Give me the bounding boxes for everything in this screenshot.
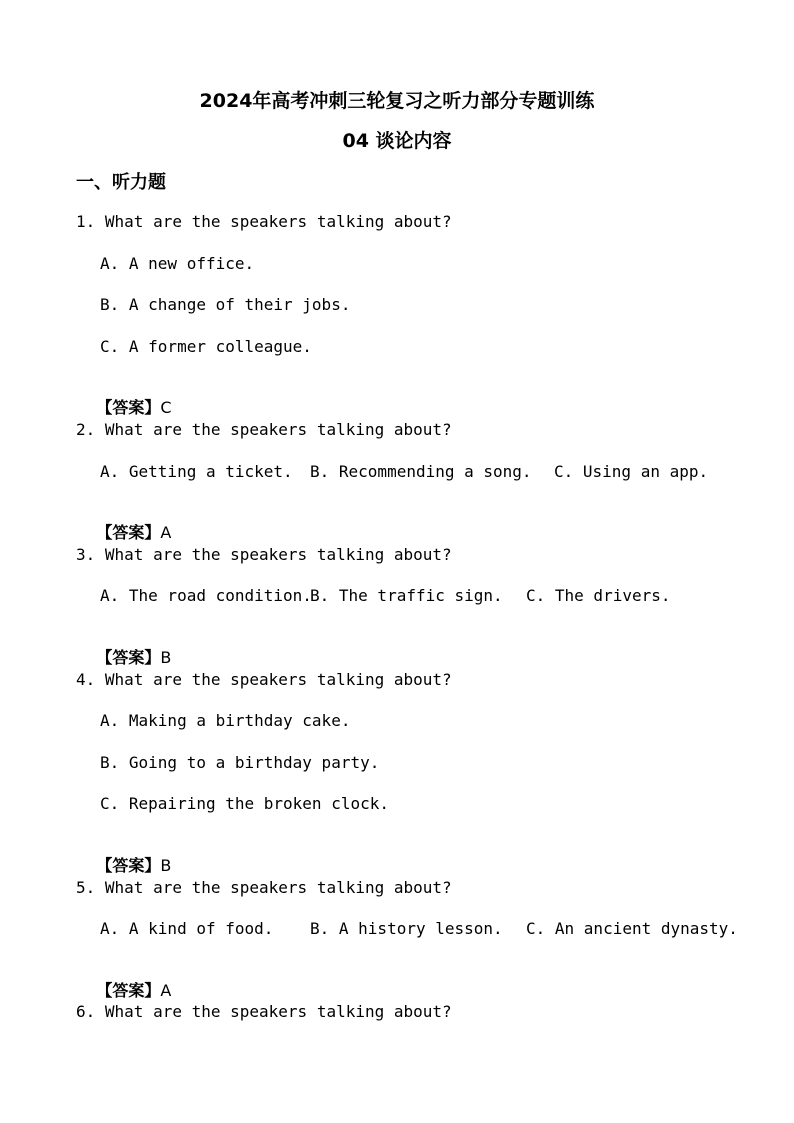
answer-option: B. The traffic sign. <box>310 586 503 605</box>
answer-option: C. Repairing the broken clock. <box>100 794 389 813</box>
answer-label: 【答案】 <box>96 981 161 1000</box>
answer-value: A <box>160 523 172 542</box>
answer-option: B. A change of their jobs. <box>100 295 351 314</box>
answer-label: 【答案】 <box>96 523 161 542</box>
answer-option: A. Getting a ticket. <box>100 462 293 481</box>
answer-option: B. Going to a birthday party. <box>100 753 380 772</box>
document-subtitle: 04 谈论内容 <box>342 130 452 152</box>
question-stem: 3. What are the speakers talking about? <box>76 545 452 564</box>
question-stem: 6. What are the speakers talking about? <box>76 1002 452 1021</box>
answer-option: C. A former colleague. <box>100 337 312 356</box>
options-row <box>100 586 780 606</box>
section-heading: 一、听力题 <box>76 172 166 193</box>
answer-option: A. A kind of food. <box>100 919 274 938</box>
answer-value: B <box>160 648 172 667</box>
answer-option: B. Recommending a song. <box>310 462 532 481</box>
answer-option: A. The road condition. <box>100 586 312 605</box>
answer-option: C. The drivers. <box>526 586 671 605</box>
answer-value: B <box>160 856 172 875</box>
question-stem: 4. What are the speakers talking about? <box>76 670 452 689</box>
answer-label: 【答案】 <box>96 648 161 667</box>
answer-option: B. A history lesson. <box>310 919 503 938</box>
answer-value: A <box>160 981 172 1000</box>
options-row <box>100 919 780 939</box>
options-row <box>100 462 780 482</box>
document-title: 2024年高考冲刺三轮复习之听力部分专题训练 <box>199 90 595 112</box>
question-stem: 2. What are the speakers talking about? <box>76 420 452 439</box>
answer-value: C <box>160 398 172 417</box>
answer-option: A. A new office. <box>100 254 255 273</box>
answer-label: 【答案】 <box>96 856 161 875</box>
answer-option: C. Using an app. <box>554 462 709 481</box>
question-stem: 5. What are the speakers talking about? <box>76 878 452 897</box>
answer-label: 【答案】 <box>96 398 161 417</box>
answer-option: C. An ancient dynasty. <box>526 919 738 938</box>
answer-option: A. Making a birthday cake. <box>100 711 351 730</box>
question-stem: 1. What are the speakers talking about? <box>76 212 452 231</box>
